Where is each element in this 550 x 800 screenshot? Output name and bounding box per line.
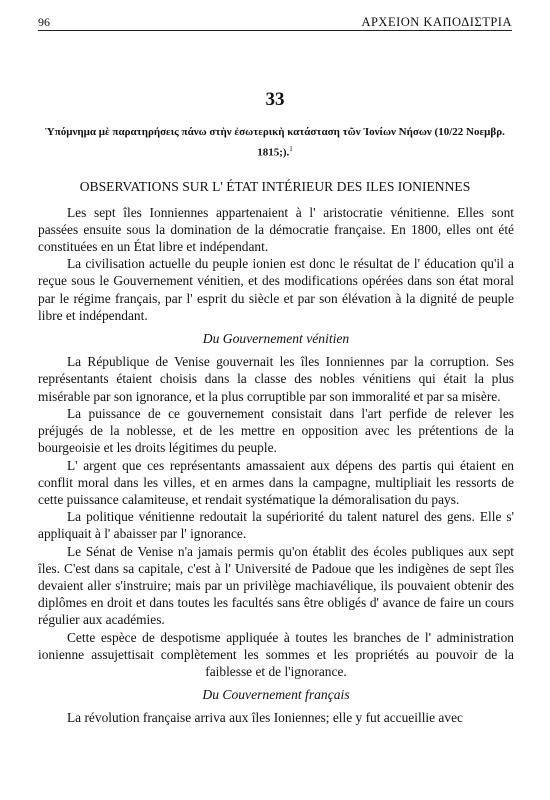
greek-title-text: Ὑπόμνημα μὲ παρατηρήσεις πάνω στὴν ἐσωτερικὴ κατάσταση τῶν Ἰονίων Νήσων (10/22 Νοεμβρ. 1815;). xyxy=(45,126,505,159)
paragraph-5: L' argent que ces représentants amassaient aux dépens des partis qui étaient en conflit moral dans les villes, et en armes dans la campagne, multipliait les ressorts de cette puissance calamiteuse, et rendait systématique la démoralisation du pays. xyxy=(38,457,514,507)
document-body xyxy=(38,204,514,727)
paragraph-7: Le Sénat de Venise n'a jamais permis qu'on établit des écoles publiques aux sept îles. C'est dans sa capitale, c'est à l' Université de Padoue que les indigènes de sept îles devaient aller s'instruire; mais par un privilège machiavélique, ils pouvaient obtenir des diplômes en droit et dans toutes les facultés sans être obligés d' avance de faire un cours régulier aux académies. xyxy=(38,543,514,628)
section-heading-french: Du Couvernement français xyxy=(202,687,350,703)
journal-title: ΑΡΧΕΙΟΝ ΚΑΠΟΔΙΣΤΡΙΑ xyxy=(361,15,512,29)
paragraph-4: La puissance de ce gouvernement consistait dans l'art perfide de relever les préjugés de la noblesse, et de les mettre en opposition avec les prétentions de la bourgeoisie et les droits légitimes du peuple. xyxy=(38,405,514,456)
section-heading-venetian: Du Gouvernement vénitien xyxy=(202,331,350,347)
footnote-marker: 1 xyxy=(289,145,293,153)
paragraph-6: La politique vénitienne redoutait la supériorité du talent naturel des gens. Elle s' appliquait à l' abaisser par l' ignorance. xyxy=(38,509,514,542)
paragraph-8: Cette espèce de despotisme appliquée à toutes les branches de l' administration ionienne assujettisait complètement les sommes et les propriétés au pouvoir de la faiblesse et de l'ignorance. xyxy=(38,629,514,679)
greek-title xyxy=(38,124,512,162)
paragraph-9: La révolution française arriva aux îles Ioniennes; elle y fut accueillie avec xyxy=(67,710,463,726)
paragraph-1: Les sept îles Ionniennes appartenaient à l' aristocratie vénitienne. Elles sont passées ensuite sous la domination de la démocratie française. En 1800, elles ont été constituées en un État libre et indépendant. xyxy=(38,204,514,255)
page-number: 96 xyxy=(38,15,50,29)
document-number: 33 xyxy=(265,89,285,110)
running-header xyxy=(38,14,512,31)
paragraph-2: La civilisation actuelle du peuple ionien est donc le résultat de l' éducation qu'il a reçue sous le Gouvernement vénitien, et des modifications opérées dans son état moral par le régime français, par l' esprit du siècle et par son élévation à la dignité de peuple libre et indépendant. xyxy=(38,256,514,323)
document-page xyxy=(38,14,512,727)
paragraph-3: La République de Venise gouvernait les îles Ionniennes par la corruption. Ses représentants étaient choisis dans la classe des nobles vénitiens qui était la plus misérable par son ignorance, et la plus corruptible par son immoralité et par sa misère. xyxy=(38,354,514,404)
french-title: OBSERVATIONS SUR L' ÉTAT INTÉRIEUR DES ILES IONIENNES xyxy=(79,178,471,194)
